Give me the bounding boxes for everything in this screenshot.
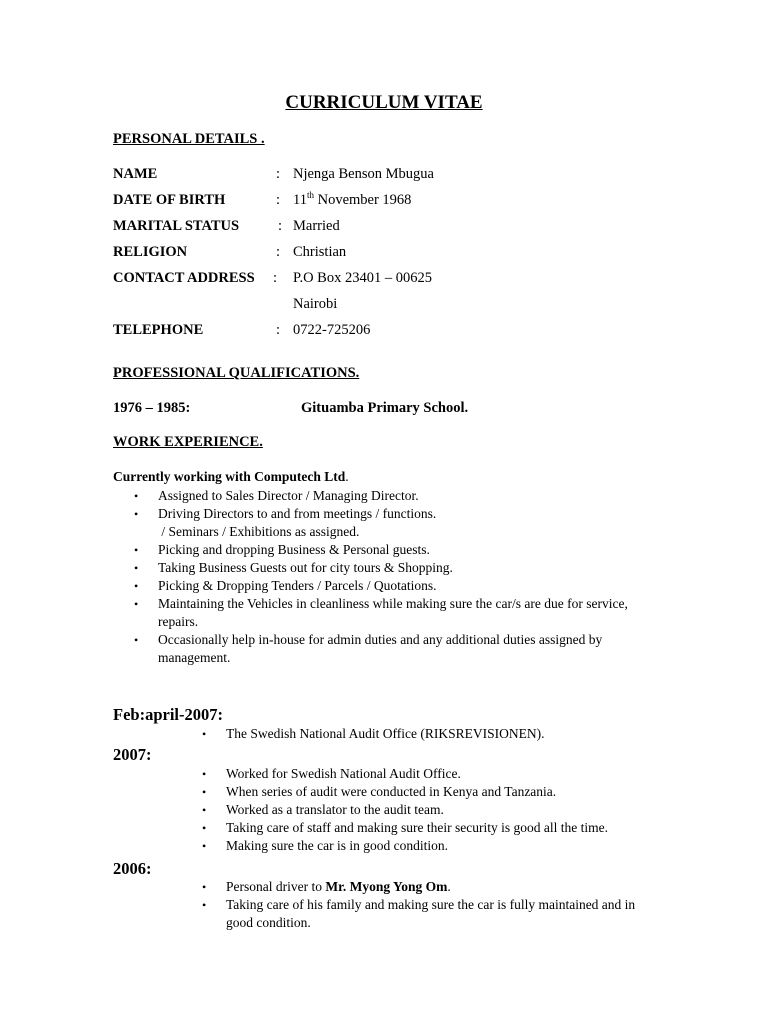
list-item: • Assigned to Sales Director / Managing Director. xyxy=(134,488,419,503)
marital-label: MARITAL STATUS xyxy=(113,218,240,234)
current-employer: Currently working with Computech Ltd. xyxy=(113,469,349,484)
bullet-icon: • xyxy=(202,785,207,799)
address-label: CONTACT ADDRESS xyxy=(113,270,255,286)
dob-colon: : xyxy=(276,192,281,208)
bullet-icon: • xyxy=(202,839,207,853)
address-line-2: Nairobi xyxy=(293,296,338,312)
qualifications-heading: PROFESSIONAL QUALIFICATIONS. xyxy=(113,365,360,381)
list-item: • Driving Directors to and from meetings / functions. xyxy=(134,506,437,521)
bullet-icon: • xyxy=(134,561,139,575)
period-feb-april-2007: Feb:april-2007: xyxy=(113,705,223,724)
dob-label: DATE OF BIRTH xyxy=(113,192,226,208)
list-item: • Taking care of his family and making sure the car is fully maintained and in good condition. xyxy=(202,897,636,930)
work-experience-heading: WORK EXPERIENCE. xyxy=(113,434,263,450)
list-item: • When series of audit were conducted in Kenya and Tanzania. xyxy=(202,784,557,799)
list-item: • Picking and dropping Business & Personal guests. xyxy=(134,542,430,557)
list-item: • Picking & Dropping Tenders / Parcels / Quotations. xyxy=(134,578,437,593)
qualification-period: 1976 – 1985: xyxy=(113,400,191,416)
list-item: • Maintaining the Vehicles in cleanliness while making sure the car/s are due for service, repairs. xyxy=(134,596,628,629)
religion-value: Christian xyxy=(293,244,347,260)
current-duties-list xyxy=(134,487,658,667)
bullet-icon: • xyxy=(134,633,139,647)
name-colon: : xyxy=(276,166,281,182)
list-item: • Taking Business Guests out for city tours & Shopping. xyxy=(134,560,453,575)
telephone-colon: : xyxy=(276,322,281,338)
list-item-continuation: / Seminars / Exhibitions as assigned. xyxy=(158,524,360,539)
bullet-icon: • xyxy=(202,880,207,894)
name-label: NAME xyxy=(113,166,158,182)
religion-label: RELIGION xyxy=(113,244,188,260)
year-2006-list xyxy=(202,878,656,932)
bullet-icon: • xyxy=(202,803,207,817)
bullet-icon: • xyxy=(134,597,139,611)
period-2007: 2007: xyxy=(113,745,152,764)
list-item: • Occasionally help in-house for admin duties and any additional duties assigned by management. xyxy=(134,632,603,665)
dob-value: 11th November 1968 xyxy=(293,190,412,208)
bullet-icon: • xyxy=(202,898,207,912)
bullet-icon: • xyxy=(134,489,139,503)
bullet-icon: • xyxy=(134,507,139,521)
bullet-icon: • xyxy=(134,543,139,557)
period-2006: 2006: xyxy=(113,859,152,878)
address-colon: : xyxy=(273,270,278,286)
bullet-icon: • xyxy=(202,821,207,835)
marital-value: Married xyxy=(293,218,340,234)
bullet-icon: • xyxy=(134,579,139,593)
bullet-icon: • xyxy=(202,767,207,781)
year-2007-list xyxy=(202,765,696,855)
telephone-value: 0722-725206 xyxy=(293,322,371,338)
name-value: Njenga Benson Mbugua xyxy=(293,166,434,182)
document-title: CURRICULUM VITAE xyxy=(285,92,483,113)
qualification-school: Gituamba Primary School. xyxy=(301,400,469,416)
list-item: • Taking care of staff and making sure their security is good all the time. xyxy=(202,820,608,835)
bullet-icon: • xyxy=(202,727,207,741)
religion-colon: : xyxy=(276,244,281,260)
list-item: • Personal driver to Mr. Myong Yong Om. xyxy=(202,879,451,894)
list-item: • The Swedish National Audit Office (RIKSREVISIONEN). xyxy=(202,726,545,741)
telephone-label: TELEPHONE xyxy=(113,322,204,338)
marital-colon: : xyxy=(278,218,283,234)
feb-2007-list xyxy=(202,725,696,743)
list-item: • Worked for Swedish National Audit Office. xyxy=(202,766,461,781)
personal-details-heading: PERSONAL DETAILS . xyxy=(113,131,265,147)
list-item: • Worked as a translator to the audit team. xyxy=(202,802,444,817)
list-item: • Making sure the car is in good condition. xyxy=(202,838,448,853)
address-line-1: P.O Box 23401 – 00625 xyxy=(293,270,432,286)
